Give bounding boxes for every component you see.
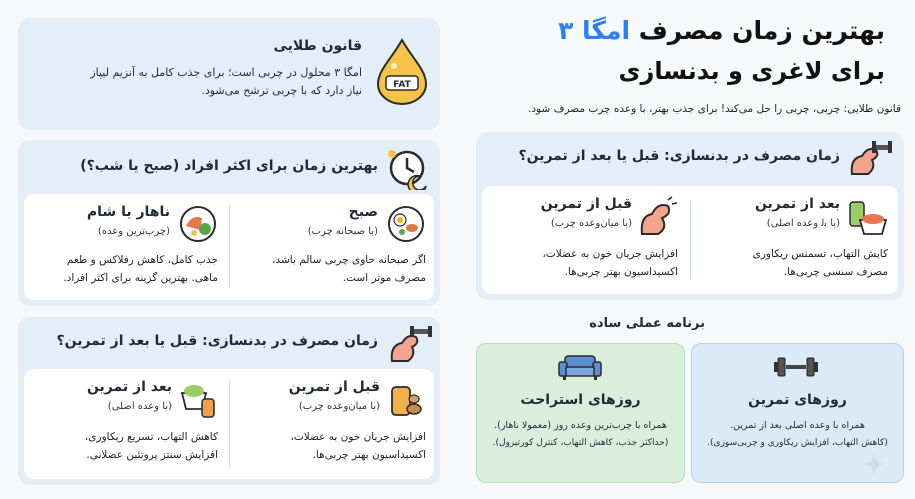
right-after-line2: مصرف سنسی چربی‌ها. [783,266,888,278]
page-title-line2: برای لاغری و بدنسازی [618,57,885,85]
morning-title: صبح [348,204,378,220]
morning-line1: اگر صبحانه حاوی چربی سالم باشد، [272,254,426,266]
protein-meal-icon [178,377,218,421]
rest-days-line2: (حداکثر جذب، کاهش التهاب، کنترل کورتیزول). [492,438,669,448]
sofa-icon [557,352,603,382]
flexed-arm-dumbbell-icon [386,325,432,367]
flexed-arm-icon [638,196,678,238]
right-bodybuilding-options [482,186,898,294]
title-prefix: بهترین زمان مصرف [638,16,885,45]
left-after-subtitle: (با وعده اصلی) [107,401,172,412]
lunch-title: ناهار یا شام [86,204,170,220]
left-before-line1: افزایش جریان خون به عضلات، [290,431,426,443]
left-before-title: قبل از تمرین [288,379,380,395]
left-bodybuilding-title: زمان مصرف در بدنسازی: قبل یا بعد از تمرین؟ [56,333,378,349]
right-bodybuilding-card [476,132,904,300]
meal-plate-icon [178,204,218,244]
training-days-line1: همراه با وعده اصلی بعد از تمرین. [730,420,865,431]
right-before-subtitle: (با میان‌وعده چرب) [550,218,632,229]
training-days-title: روزهای تمرین [748,392,847,408]
page-title [558,14,885,48]
right-before-title: قبل از تمرین [540,196,632,212]
right-after-title: بعد از تمرین [754,196,840,212]
clock-moon-icon [384,146,430,190]
golden-rule-line2: نیاز دارد که با چربی ترشح می‌شود. [201,84,362,97]
breakfast-plate-icon [386,204,426,244]
lunch-line2: ماهی. بهترین گزینه برای اکثر افراد. [63,272,218,284]
title-highlight: امگا ۳ [558,16,631,45]
rest-days-line1: همراه با چرب‌ترین وعده روز (معمولا ناهار). [494,420,667,431]
nuts-snack-icon [388,379,424,419]
flexed-arm-dumbbell-icon [848,140,894,180]
lunch-subtitle: (چرب‌ترین وعده) [97,226,170,237]
left-bodybuilding-card [18,317,440,485]
oil-drop-fat-icon [372,36,432,106]
left-before-line2: اکسیداسیون بهتر چربی‌ها. [312,449,426,461]
right-after-line1: کایش التهاب، تسمنس ریکاوری [752,248,888,260]
right-bodybuilding-title: زمان مصرف در بدنسازی: قبل یا بعد از تمرین؟ [518,148,840,164]
lunch-line1: جذب کامل، کاهش رفلاکس و طعم [66,254,218,266]
sparkle-icon [862,452,886,476]
protein-meal-icon [846,196,890,240]
golden-rule-card [18,18,440,130]
dumbbell-icon [772,354,820,380]
left-before-subtitle: (با میان‌وعده چرب) [298,401,380,412]
morning-line2: مصرف موثر است. [342,272,426,284]
right-before-line1: افزایش جریان خون به عضلات، [542,248,678,260]
most-people-title: بهترین زمان برای اکثر افراد (صبح یا شب؟) [80,158,378,174]
training-days-line2: (کاهش التهاب، افزایش ریکاوری و چربی‌سوزی). [707,438,888,448]
left-after-title: بعد از تمرین [86,379,172,395]
golden-rule-title: قانون طلایی [273,38,362,54]
golden-rule-summary: قانون طلایی: چربی، چربی را حل می‌کند! برای جذب بهتر، با وعده چرب مصرف شود. [528,103,901,115]
fat-badge: FAT [393,80,411,90]
golden-rule-line1: امگا ۳ محلول در چربی است؛ برای جذب کامل به آنزیم لیپاز [90,66,362,79]
left-after-line2: افزایش سنتز پروتئین عضلانی. [86,449,218,461]
rest-days-card [476,343,685,483]
right-before-line2: اکسیداسیون بهتر چربی‌ها. [564,266,678,278]
morning-subtitle: (با صبحانه چرب) [307,226,378,237]
rest-days-title: روزهای استراحت [520,392,641,408]
program-title: برنامه عملی ساده [589,316,705,331]
right-after-subtitle: (با ﺑ‌ﻟ وعده اصلی) [766,218,840,229]
most-people-options [24,194,434,300]
most-people-card [18,140,440,306]
left-bodybuilding-options [24,369,434,479]
left-after-line1: کاهش التهاب، تسریع ریکاوری، [84,431,218,443]
